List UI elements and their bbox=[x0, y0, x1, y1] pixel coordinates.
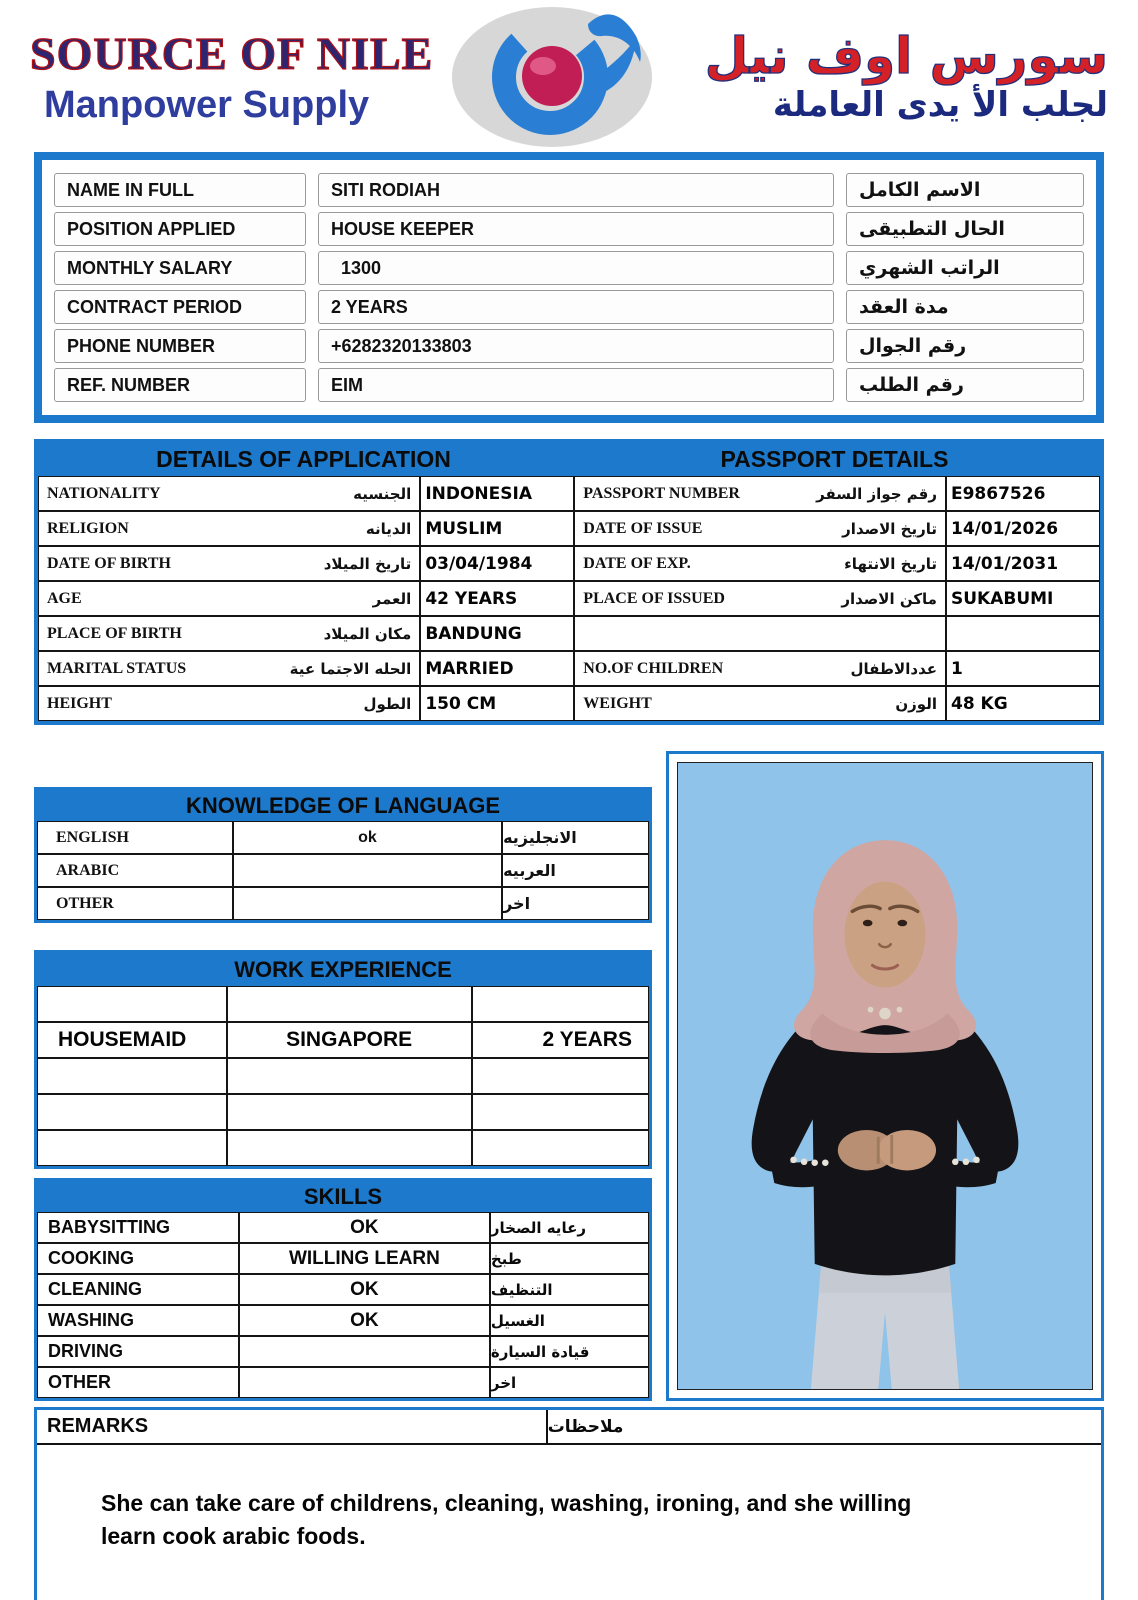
table-row bbox=[37, 821, 649, 854]
field-label-arabic: مدة العقد bbox=[846, 290, 1084, 324]
table-row bbox=[37, 887, 649, 920]
field-label-cell bbox=[574, 511, 946, 546]
skill-value: OK bbox=[239, 1305, 490, 1336]
table-row bbox=[37, 1305, 649, 1336]
field-label: POSITION APPLIED bbox=[54, 212, 306, 246]
field-label-arabic: الحال التطبيقى bbox=[846, 212, 1084, 246]
language-value: ok bbox=[233, 821, 502, 854]
field-value: 150 CM bbox=[420, 686, 574, 721]
skill-label: CLEANING bbox=[37, 1274, 239, 1305]
work-duration: 2 YEARS bbox=[472, 1022, 649, 1058]
field-label-cell bbox=[38, 686, 420, 721]
remarks-header-row bbox=[37, 1410, 1101, 1445]
skill-label-arabic: التنظيف bbox=[490, 1274, 649, 1305]
field-value: +6282320133803 bbox=[318, 329, 834, 363]
field-label-cell bbox=[38, 651, 420, 686]
table-row bbox=[37, 986, 649, 1022]
company-subtitle: Manpower Supply bbox=[44, 84, 370, 126]
field-label-cell bbox=[38, 581, 420, 616]
passport-details-header: PASSPORT DETAILS bbox=[720, 446, 949, 472]
work-country bbox=[227, 1130, 472, 1166]
letterhead bbox=[0, 0, 1138, 148]
field-label: DATE OF BIRTH bbox=[47, 554, 171, 572]
field-label: NAME IN FULL bbox=[54, 173, 306, 207]
table-row bbox=[54, 173, 1084, 207]
field-label: CONTRACT PERIOD bbox=[54, 290, 306, 324]
skill-label-arabic: اخر bbox=[490, 1367, 649, 1398]
table-row bbox=[37, 1243, 649, 1274]
middle-zone bbox=[34, 751, 1104, 1401]
language-value bbox=[233, 887, 502, 920]
details-grid bbox=[38, 476, 1100, 721]
work-position bbox=[37, 986, 227, 1022]
field-value: MARRIED bbox=[420, 651, 574, 686]
field-value: SITI RODIAH bbox=[318, 173, 834, 207]
table-row bbox=[37, 1130, 649, 1166]
field-label: NATIONALITY bbox=[47, 484, 161, 502]
table-row bbox=[37, 854, 649, 887]
field-value: INDONESIA bbox=[420, 476, 574, 511]
language-label: ARABIC bbox=[37, 854, 233, 887]
skill-value: OK bbox=[239, 1212, 490, 1243]
work-country bbox=[227, 1058, 472, 1094]
field-value: HOUSE KEEPER bbox=[318, 212, 834, 246]
field-label-cell bbox=[38, 476, 420, 511]
skill-value bbox=[239, 1367, 490, 1398]
work-position bbox=[37, 1130, 227, 1166]
skill-label: WASHING bbox=[37, 1305, 239, 1336]
field-label: MONTHLY SALARY bbox=[54, 251, 306, 285]
table-row bbox=[54, 290, 1084, 324]
skills-table bbox=[34, 1178, 652, 1401]
field-value: MUSLIM bbox=[420, 511, 574, 546]
field-label: PHONE NUMBER bbox=[54, 329, 306, 363]
field-label-arabic: رقم جواز السفر bbox=[816, 484, 937, 503]
field-value: 48 KG bbox=[946, 686, 1100, 721]
field-label: RELIGION bbox=[47, 519, 129, 537]
skills-header: SKILLS bbox=[37, 1181, 649, 1212]
field-label-cell bbox=[38, 511, 420, 546]
field-label-cell bbox=[38, 616, 420, 651]
language-label-arabic: العربيه bbox=[502, 854, 649, 887]
empty-cell bbox=[574, 616, 946, 651]
details-of-application-header: DETAILS OF APPLICATION bbox=[156, 446, 451, 472]
table-row bbox=[37, 1336, 649, 1367]
work-duration bbox=[472, 1058, 649, 1094]
language-label: OTHER bbox=[37, 887, 233, 920]
field-label: PLACE OF BIRTH bbox=[47, 624, 182, 642]
field-label: PASSPORT NUMBER bbox=[583, 484, 740, 502]
skill-label: COOKING bbox=[37, 1243, 239, 1274]
field-label-arabic: الوزن bbox=[895, 694, 937, 713]
work-country bbox=[227, 986, 472, 1022]
field-label: DATE OF EXP. bbox=[583, 554, 691, 572]
field-value: 03/04/1984 bbox=[420, 546, 574, 581]
field-value: 14/01/2031 bbox=[946, 546, 1100, 581]
applicant-info-table bbox=[34, 152, 1104, 423]
knowledge-of-language-table bbox=[34, 787, 652, 923]
skill-label-arabic: قيادة السيارة bbox=[490, 1336, 649, 1367]
field-label-arabic: العمر bbox=[372, 589, 412, 608]
field-label-arabic: رقم الطلب bbox=[846, 368, 1084, 402]
field-value: 14/01/2026 bbox=[946, 511, 1100, 546]
field-label-arabic: الحله الاجتما عية bbox=[289, 659, 412, 678]
field-label: MARITAL STATUS bbox=[47, 659, 187, 677]
table-row bbox=[37, 1058, 649, 1094]
skill-label-arabic: طبخ bbox=[490, 1243, 649, 1274]
candidate-photo-frame bbox=[666, 751, 1104, 1401]
field-label: WEIGHT bbox=[583, 694, 652, 712]
field-label: NO.OF CHILDREN bbox=[583, 659, 724, 677]
field-label: DATE OF ISSUE bbox=[583, 519, 703, 537]
field-label-arabic: الجنسيه bbox=[353, 484, 412, 503]
field-label-arabic: الراتب الشهري bbox=[846, 251, 1084, 285]
skill-label-arabic: رعايه الصخار bbox=[490, 1212, 649, 1243]
company-name: SOURCE OF NILE bbox=[30, 28, 434, 79]
left-tables-column bbox=[34, 751, 652, 1401]
remarks-body bbox=[37, 1445, 1101, 1600]
brand-english-block bbox=[30, 27, 450, 127]
work-duration bbox=[472, 986, 649, 1022]
empty-cell bbox=[946, 616, 1100, 651]
knowledge-of-language-header: KNOWLEDGE OF LANGUAGE bbox=[37, 790, 649, 821]
work-country: SINGAPORE bbox=[227, 1022, 472, 1058]
language-label: ENGLISH bbox=[37, 821, 233, 854]
field-label: REF. NUMBER bbox=[54, 368, 306, 402]
table-row bbox=[54, 329, 1084, 363]
table-row bbox=[37, 1212, 649, 1243]
candidate-photo bbox=[677, 762, 1093, 1390]
work-country bbox=[227, 1094, 472, 1130]
field-label-cell bbox=[574, 476, 946, 511]
work-position bbox=[37, 1058, 227, 1094]
field-label: HEIGHT bbox=[47, 694, 112, 712]
field-value: EIM bbox=[318, 368, 834, 402]
work-duration bbox=[472, 1094, 649, 1130]
remarks-label: REMARKS bbox=[37, 1410, 548, 1443]
table-row bbox=[54, 251, 1084, 285]
field-value: 2 YEARS bbox=[318, 290, 834, 324]
field-label-arabic: رقم الجوال bbox=[846, 329, 1084, 363]
language-value bbox=[233, 854, 502, 887]
skill-label: BABYSITTING bbox=[37, 1212, 239, 1243]
field-value: 1300 bbox=[318, 251, 834, 285]
section-header-band bbox=[38, 443, 1100, 476]
field-label: PLACE OF ISSUED bbox=[583, 589, 725, 607]
skill-value: OK bbox=[239, 1274, 490, 1305]
work-duration bbox=[472, 1130, 649, 1166]
brand-arabic-block bbox=[655, 28, 1108, 126]
field-label-cell bbox=[574, 651, 946, 686]
work-experience-header: WORK EXPERIENCE bbox=[37, 953, 649, 986]
field-label-arabic: الاسم الكامل bbox=[846, 173, 1084, 207]
table-row bbox=[54, 212, 1084, 246]
field-value: BANDUNG bbox=[420, 616, 574, 651]
table-row bbox=[37, 1367, 649, 1398]
field-label-arabic: تاريخ الاصدار bbox=[842, 519, 937, 538]
field-label-arabic: تاريخ الميلاد bbox=[323, 554, 412, 573]
field-label-cell bbox=[574, 546, 946, 581]
language-label-arabic: اخر bbox=[502, 887, 649, 920]
skill-label: DRIVING bbox=[37, 1336, 239, 1367]
skill-value: WILLING LEARN bbox=[239, 1243, 490, 1274]
table-row bbox=[37, 1022, 649, 1058]
field-label: AGE bbox=[47, 589, 82, 607]
remarks-section bbox=[34, 1407, 1104, 1600]
field-label-arabic: تاريخ الانتهاء bbox=[844, 554, 937, 573]
field-label-arabic: ماكن الاصدار bbox=[841, 589, 937, 608]
field-value: E9867526 bbox=[946, 476, 1100, 511]
field-value: 1 bbox=[946, 651, 1100, 686]
skill-label: OTHER bbox=[37, 1367, 239, 1398]
field-value: 42 YEARS bbox=[420, 581, 574, 616]
work-experience-table bbox=[34, 950, 652, 1169]
company-logo-icon bbox=[450, 6, 655, 148]
remarks-text: She can take care of childrens, cleaning, washing, ironing, and she willing learn cook arabic foods. bbox=[101, 1490, 912, 1550]
field-label-arabic: عددالاطفال bbox=[850, 659, 937, 678]
language-label-arabic: الانجليزيه bbox=[502, 821, 649, 854]
company-name-arabic: سورس اوف نيل bbox=[704, 26, 1108, 85]
details-passport-section bbox=[34, 439, 1104, 725]
field-label-cell bbox=[574, 686, 946, 721]
work-position bbox=[37, 1094, 227, 1130]
field-label-cell bbox=[38, 546, 420, 581]
field-label-arabic: مكان الميلاد bbox=[323, 624, 412, 643]
work-position: HOUSEMAID bbox=[37, 1022, 227, 1058]
skill-value bbox=[239, 1336, 490, 1367]
field-label-arabic: الديانه bbox=[365, 519, 412, 538]
field-label-arabic: الطول bbox=[363, 694, 412, 713]
remarks-label-arabic: ملاحظات bbox=[547, 1416, 624, 1437]
field-label-cell bbox=[574, 581, 946, 616]
company-subtitle-arabic: لجلب الأ يدى العاملة bbox=[772, 85, 1108, 126]
table-row bbox=[37, 1274, 649, 1305]
table-row bbox=[54, 368, 1084, 402]
table-row bbox=[37, 1094, 649, 1130]
skill-label-arabic: الغسيل bbox=[490, 1305, 649, 1336]
field-value: SUKABUMI bbox=[946, 581, 1100, 616]
